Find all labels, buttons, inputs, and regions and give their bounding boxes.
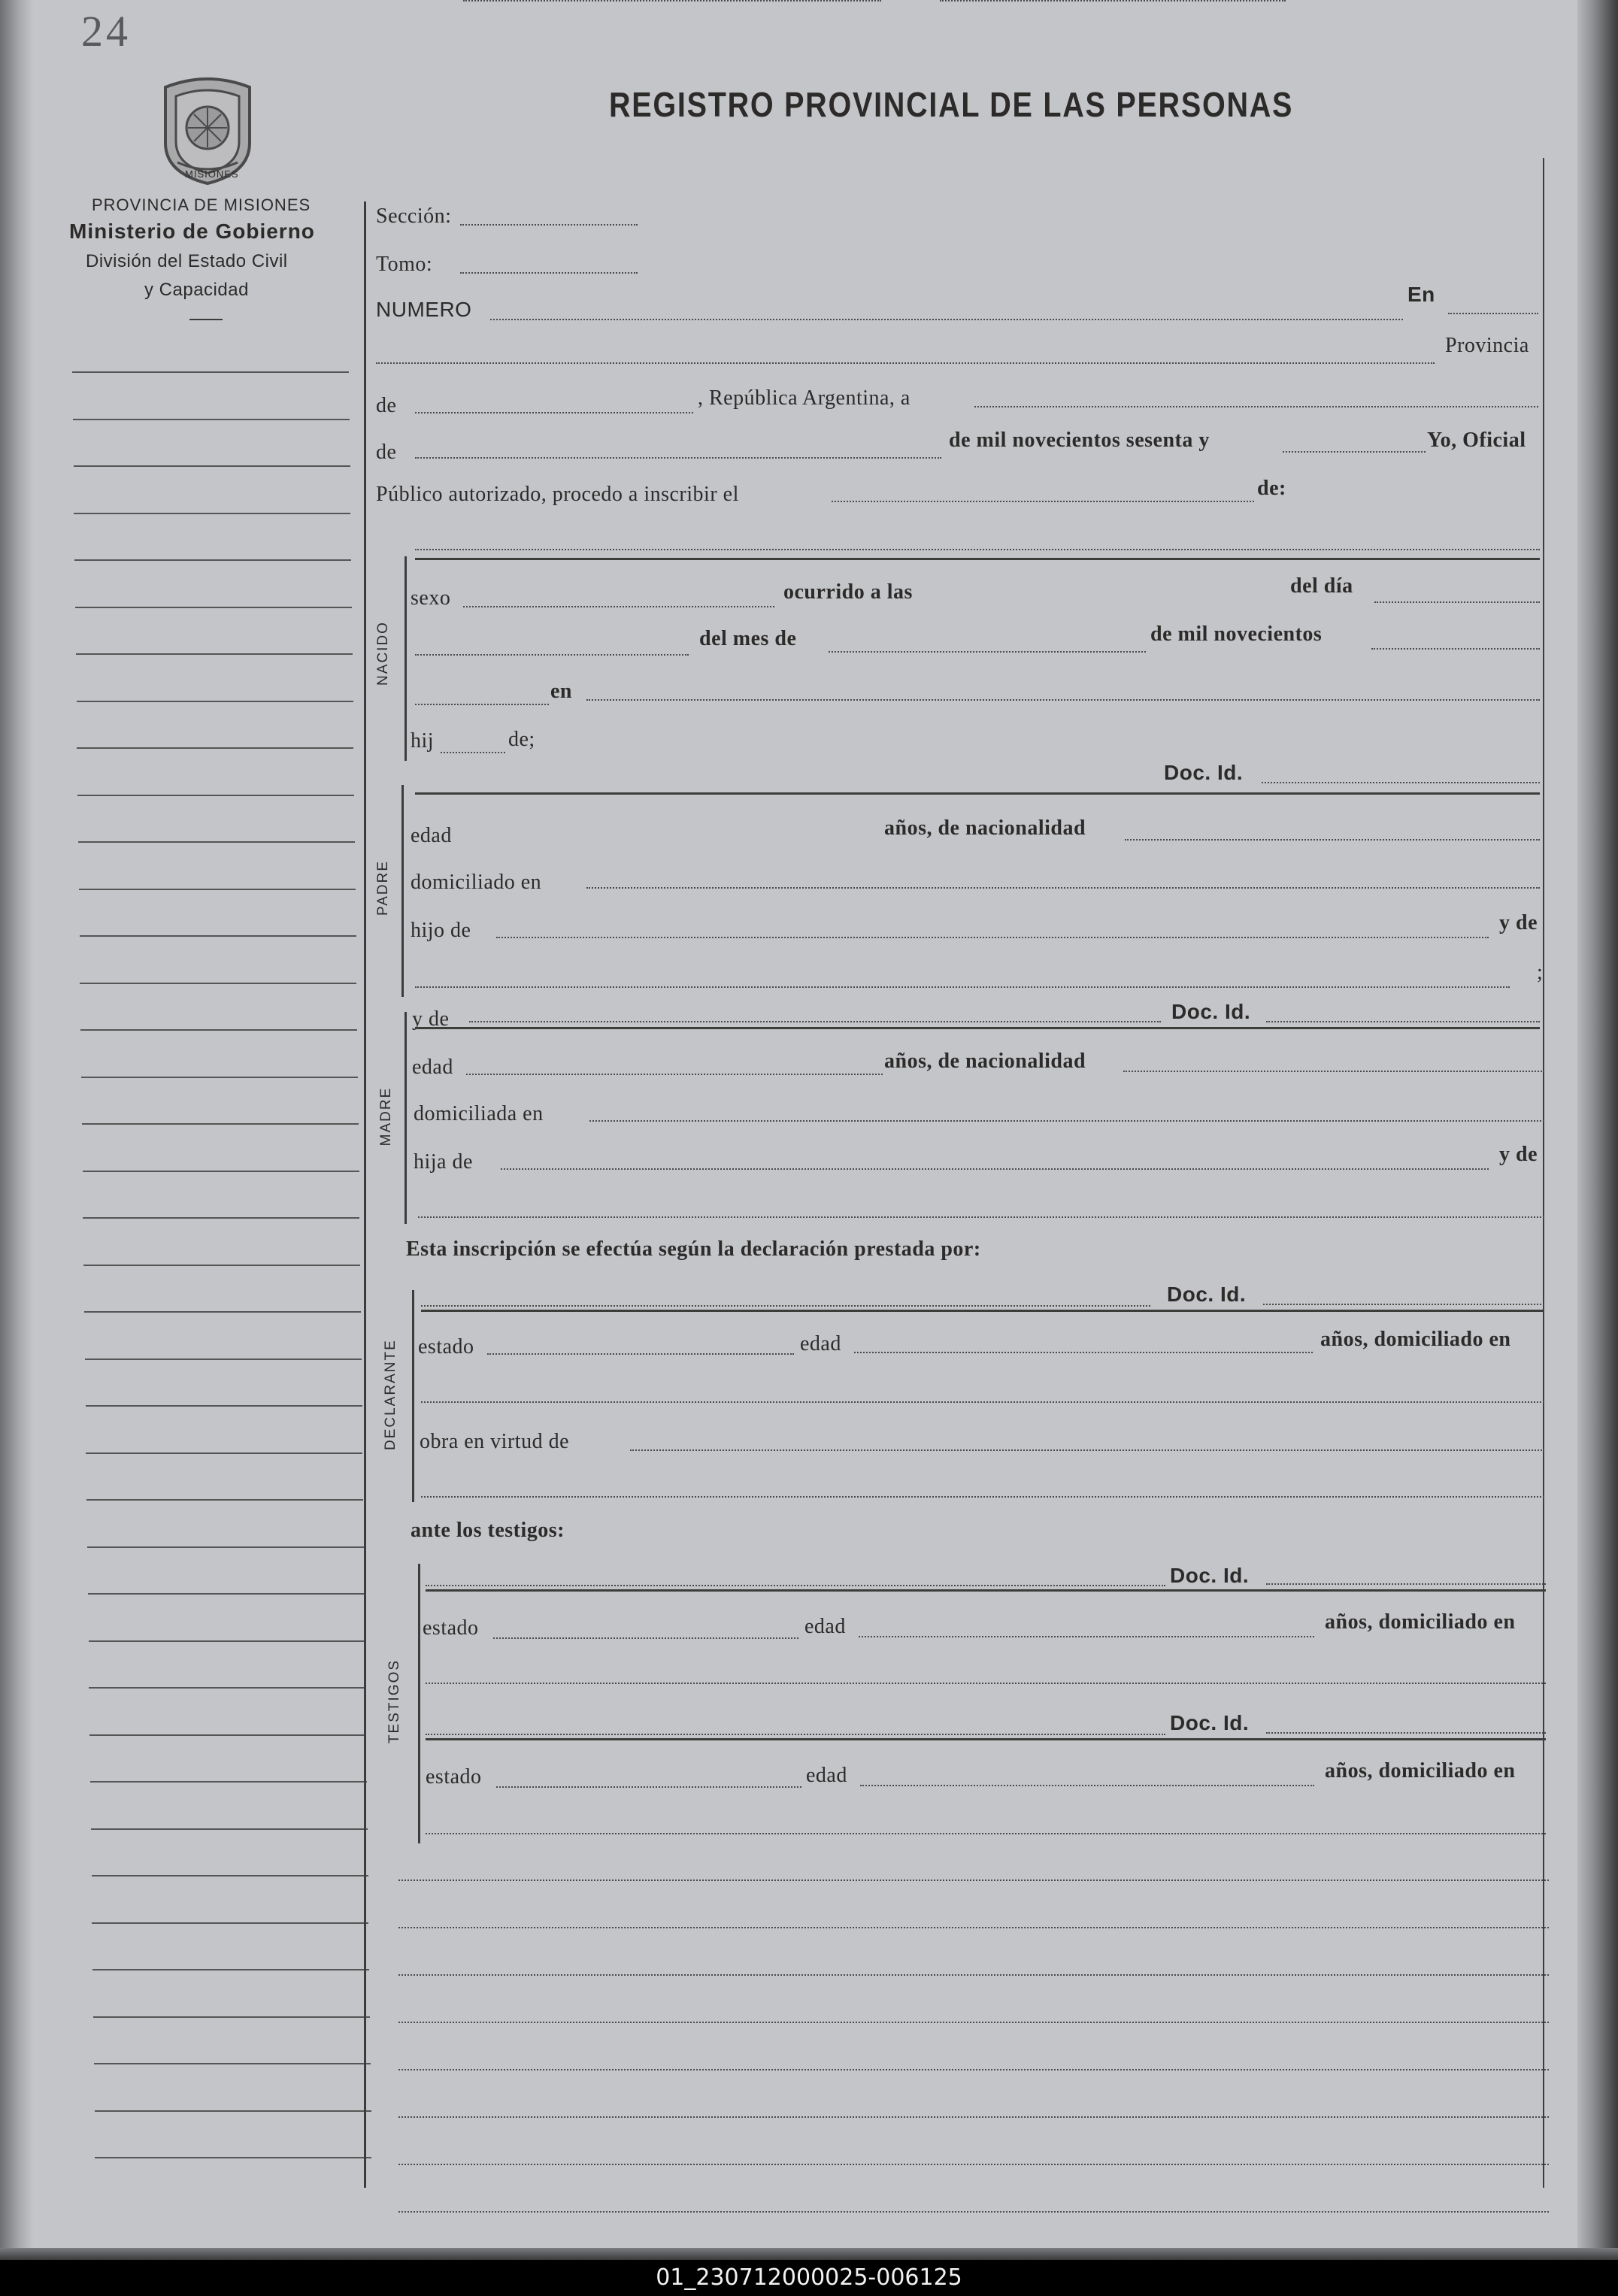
testigo1-name-line [426,1585,1165,1586]
declarante-estado-line [487,1353,794,1355]
provincia-label: Provincia [1445,334,1529,357]
del-dia-label: del día [1290,574,1353,598]
de-line-1 [415,412,693,413]
padre-extra-line [415,986,1510,988]
margin-rule [91,1828,368,1830]
margin-rule [80,935,356,937]
testigo2-domicilio-line [426,1833,1546,1834]
numero-label: NUMERO [376,298,472,321]
padre-edad-line [463,0,881,2]
margin-rule [86,1499,363,1501]
en-label: En [1407,283,1435,306]
ocurrido-line [940,0,1286,2]
testigo1-edad-label: edad [804,1615,846,1638]
testigo1-domicilio-line [426,1683,1546,1684]
testigo2-top-rule [426,1738,1546,1740]
province-label: PROVINCIA DE MISIONES [92,195,311,214]
declarante-bracket [412,1290,414,1502]
margin-rule [80,1029,357,1031]
madre-doc-label: Doc. Id. [1171,1000,1251,1023]
madre-hija-line [501,1168,1489,1170]
margin-rule [86,1452,362,1454]
margin-rule [77,795,354,796]
ministry-label: Ministerio de Gobierno [69,220,315,243]
margin-rule [82,1123,359,1125]
division-label: División del Estado Civil [86,251,288,271]
notes-rule [398,2211,1549,2213]
madre-domiciliada-label: domiciliada en [414,1102,544,1125]
padre-hijo-line [496,937,1489,938]
margin-rule [79,889,356,890]
madre-nac-line [1123,1071,1544,1072]
padre-semicolon: ; [1537,961,1544,984]
declarante-domicilio-line [421,1401,1544,1403]
margin-rule [73,419,350,420]
madre-edad-line [466,1074,883,1075]
notes-rule [398,2164,1549,2165]
padre-bracket [401,785,404,997]
margin-rule [92,1969,369,1970]
testigo1-top-rule [426,1589,1546,1592]
bottom-edge [0,2248,1618,2260]
margin-rule [74,513,350,514]
right-rule [1543,158,1544,2188]
declaracion-text: Esta inscripción se efectúa según la declaración prestada por: [406,1237,981,1261]
de-label-2: de [376,441,397,464]
notes-rule [398,1880,1549,1881]
madre-y-de-label: y de [412,1007,450,1031]
margin-rule [77,701,353,702]
mes-line [829,651,1146,653]
hij-line [441,752,505,753]
padre-anos-label: años, de nacionalidad [884,816,1086,840]
nacido-top-rule [415,558,1540,560]
hij-label: hij [411,729,435,753]
capacity-label: y Capacidad [144,280,249,300]
sesenta-line [1283,451,1426,453]
margin-rule [75,607,352,608]
testigo1-doc-label: Doc. Id. [1170,1564,1250,1587]
de-line-2 [415,457,941,459]
padre-side-label: PADRE [375,859,391,916]
padre-domicilio-line [586,887,1540,889]
declarante-name-line [421,1305,1150,1307]
padre-y-de-label: y de [1499,911,1538,934]
testigo1-anos-label: años, domiciliado en [1325,1610,1516,1634]
sexo-label: sexo [411,586,451,610]
margin-rule [84,1311,361,1313]
page-number: 24 [81,7,131,56]
document-id: 01_230712000025-006125 [656,2264,962,2291]
testigos-side-label: TESTIGOS [386,1658,402,1744]
testigo1-estado-line [493,1637,798,1639]
seal-label: MISIONES [185,168,239,180]
page-edge [1577,0,1618,2255]
sexo-line [463,606,774,607]
testigo2-doc-line [1266,1732,1546,1734]
anio-line [1371,648,1540,650]
margin-divider [364,201,366,2188]
ocurrido-label: ocurrido a las [783,580,913,604]
page-title: REGISTRO PROVINCIAL DE LAS PERSONAS [609,85,1294,124]
nacido-bracket [404,556,407,761]
testigo1-doc-line [1266,1583,1546,1585]
tomo-label: Tomo: [376,253,433,276]
hij-de-label: de; [508,728,535,751]
madre-anos-label: años, de nacionalidad [884,1050,1086,1073]
declarante-obra-label: obra en virtud de [420,1430,569,1453]
padre-nac-line [1125,839,1540,841]
mil-nov-label: de mil novecientos [1150,622,1323,646]
declarante-anos-label: años, domiciliado en [1320,1328,1511,1351]
padre-domiciliado-label: domiciliado en [411,871,542,894]
notes-rule [398,1974,1549,1976]
margin-rule [74,465,350,467]
declarante-extra-line [421,1496,1544,1498]
margin-rule [89,1734,366,1736]
padre-edad-label: edad [411,824,452,847]
declarante-estado-label: estado [418,1335,474,1359]
margin-rule [77,747,353,749]
yo-oficial-label: Yo, Oficial [1427,429,1526,452]
provincia-line [376,362,1435,364]
margin-rule [89,1687,365,1689]
testigo2-name-line [426,1734,1165,1735]
testigo2-estado-line [496,1786,801,1788]
madre-edad-label: edad [412,1056,453,1079]
testigo2-edad-label: edad [806,1764,847,1787]
numero-line [490,319,1403,320]
padre-doc-line [1262,782,1540,783]
header-rule [189,319,223,320]
margin-rule [78,841,355,843]
margin-rule [74,559,351,561]
madre-top-rule [415,1027,1540,1029]
margin-rule [80,983,356,984]
del-mes-label: del mes de [699,627,797,650]
margin-rule [93,2016,370,2018]
margin-rule [95,2157,371,2158]
margin-rule [92,1922,368,1924]
nacido-top-dotted [415,549,1540,550]
margin-rule [92,1875,368,1876]
madre-y-de-line [469,1021,1161,1022]
binding-shadow [0,0,33,2255]
republica-label: , República Argentina, a [698,386,911,410]
hora-line [415,704,549,705]
padre-hijo-de-label: hijo de [411,919,471,942]
madre-side-label: MADRE [378,1086,394,1146]
mil-sesenta-label: de mil novecientos sesenta y [949,429,1210,452]
margin-rule [94,2063,371,2064]
margin-rule [83,1171,359,1172]
margin-rule [83,1217,359,1219]
madre-domicilio-line [589,1120,1544,1122]
publico-line [832,501,1254,502]
margin-rule [87,1546,364,1548]
declarante-edad-label: edad [800,1332,841,1355]
publico-label: Público autorizado, procedo a inscribir el [376,483,739,506]
madre-hija-de-label: hija de [414,1150,473,1174]
margin-rule [90,1781,367,1783]
paper-sheet [21,0,1585,2255]
de-colon-label: de: [1257,477,1286,500]
testigo2-estado-label: estado [426,1765,482,1789]
testigos-bracket [418,1564,420,1843]
notes-rule [398,2069,1549,2070]
testigo2-anos-label: años, domiciliado en [1325,1759,1516,1783]
margin-rule [81,1077,358,1078]
notes-rule [398,1927,1549,1928]
notes-rule [398,2116,1549,2118]
margin-rule [88,1593,365,1595]
lugar-line [586,699,1540,701]
margin-rule [83,1265,360,1266]
tomo-line [460,272,638,274]
declarante-top-rule [421,1310,1544,1312]
republica-line [974,406,1538,407]
en-line [1448,313,1538,314]
madre-y-de2-label: y de [1499,1143,1538,1166]
declarante-edad-line [854,1352,1313,1353]
padre-doc-label: Doc. Id. [1164,761,1244,784]
del-dia-line [1374,601,1540,603]
margin-rule [89,1640,365,1642]
margin-rule [86,1405,362,1407]
testigo2-doc-label: Doc. Id. [1170,1711,1250,1734]
margin-rule [85,1359,362,1360]
seccion-line [460,224,638,226]
testigo1-estado-label: estado [423,1616,479,1640]
declarante-doc-label: Doc. Id. [1167,1283,1247,1306]
margin-rule [76,653,353,655]
notes-rule [398,2022,1549,2023]
padre-top-rule [415,792,1540,795]
madre-extra-line [418,1216,1544,1218]
madre-bracket [404,1012,407,1224]
testigo2-edad-line [860,1785,1314,1786]
dia-line [415,654,689,656]
testigo1-edad-line [859,1636,1314,1637]
nacido-side-label: NACIDO [375,621,391,686]
declarante-side-label: DECLARANTE [383,1339,398,1450]
declarante-obra-line [630,1449,1544,1451]
ante-testigos-text: ante los testigos: [411,1519,565,1542]
seccion-label: Sección: [376,204,452,228]
de-label-1: de [376,394,397,417]
margin-rule [72,371,349,373]
madre-doc-line [1266,1021,1540,1022]
declarante-doc-line [1263,1304,1544,1305]
en-lugar-label: en [550,680,572,703]
margin-rule [95,2110,371,2112]
